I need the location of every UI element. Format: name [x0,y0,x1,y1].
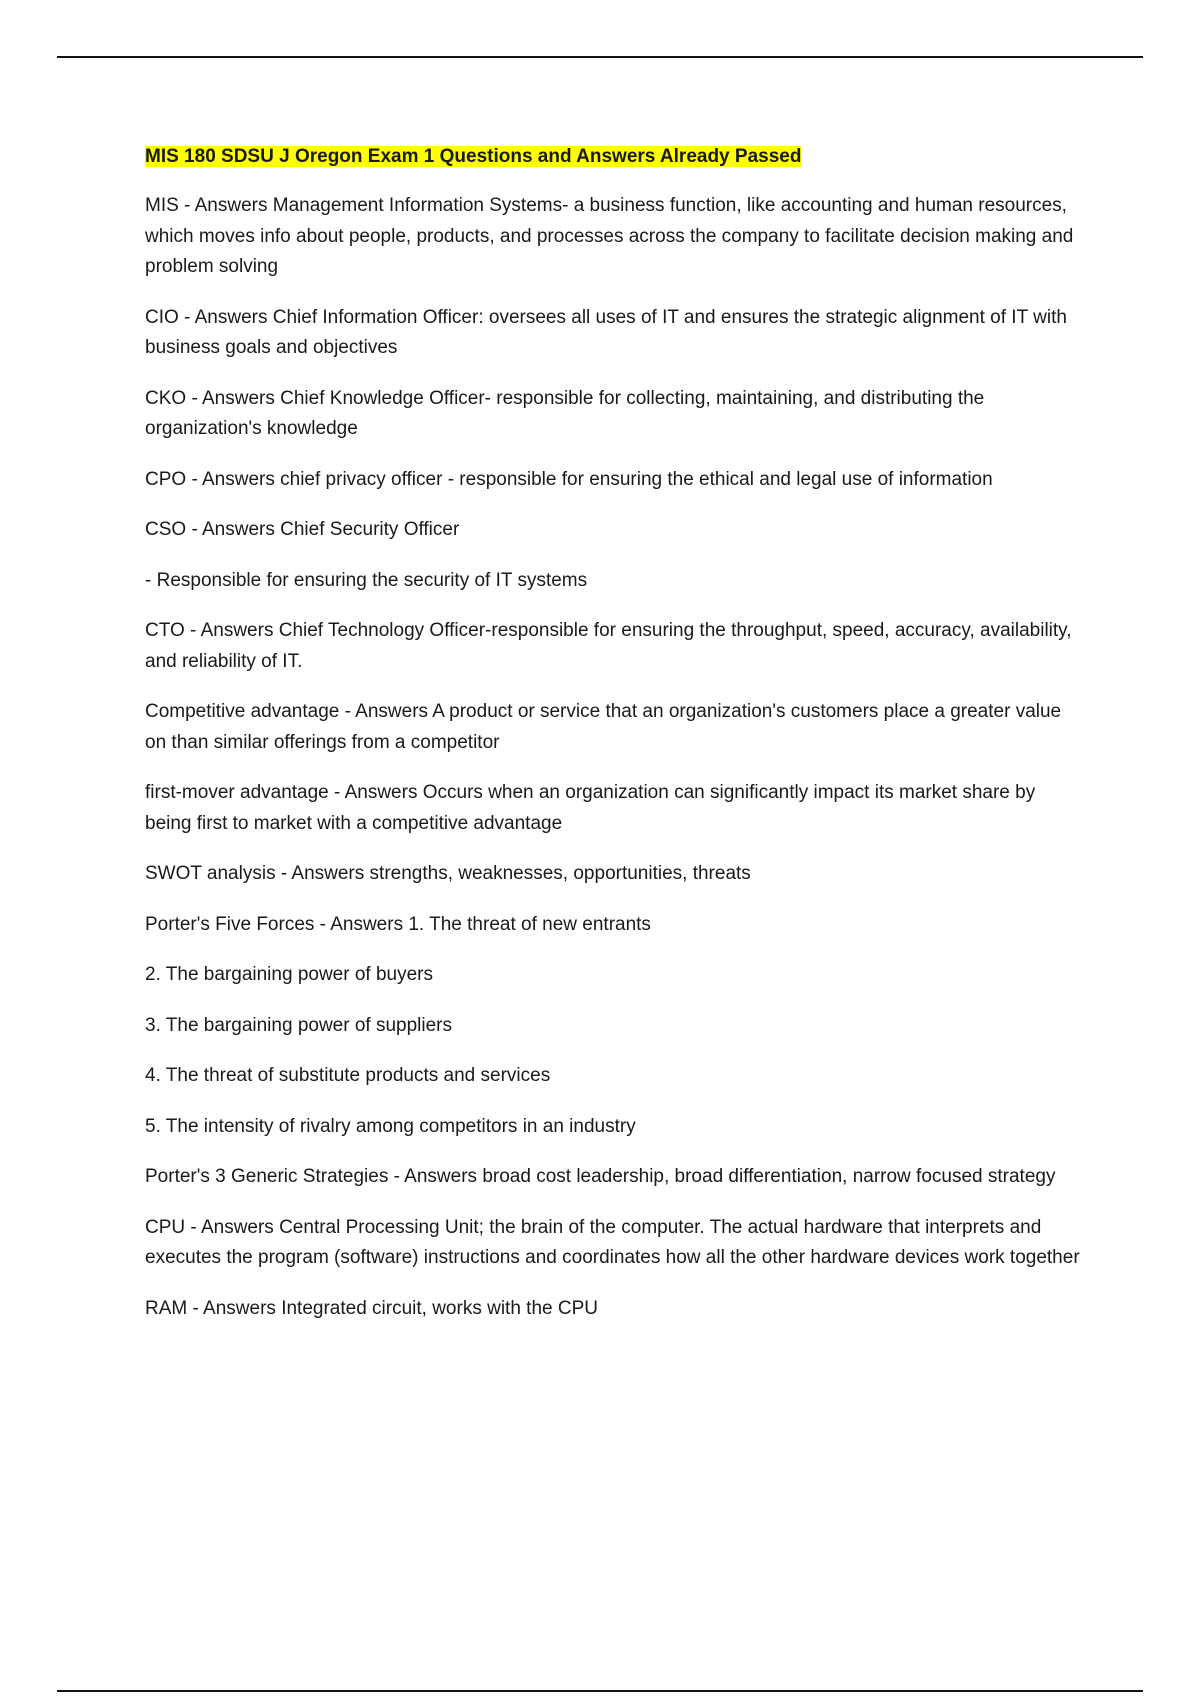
document-title [145,143,1085,171]
definition-generic-strategies: Porter's 3 Generic Strategies - Answers broad cost leadership, broad differentiation, narrow focused strategy [145,1166,1056,1187]
definition-mis: MIS - Answers Management Information Systems- a business function, like accounting and human resources, which moves info about people, products, and processes across the company to facilitate decision making and problem solving [145,195,1074,277]
definition-porters-five-forces: Porter's Five Forces - Answers 1. The threat of new entrants [145,913,651,935]
document-title-text: MIS 180 SDSU J Oregon Exam 1 Questions and Answers Already Passed [145,146,802,167]
definition-cso-detail: - Responsible for ensuring the security of IT systems [145,569,588,591]
definition-competitive-advantage: Competitive advantage - Answers A product or service that an organization's customers place a greater value on than similar offerings from a competitor [145,701,1062,753]
definition-cio: CIO - Answers Chief Information Officer: oversees all uses of IT and ensures the strategic alignment of IT with business goals and objectives [145,306,1067,358]
header-rule [57,56,1143,58]
list-item-force-4: 4. The threat of substitute products and services [145,1065,551,1086]
definition-ram: RAM - Answers Integrated circuit, works with the CPU [145,1297,598,1319]
list-item-force-2: 2. The bargaining power of buyers [145,964,433,985]
document-body [145,143,1085,1344]
definition-first-mover-advantage: first-mover advantage - Answers Occurs when an organization can significantly impact its market share by being first to market with a competitive advantage [145,782,1036,834]
definition-cto: CTO - Answers Chief Technology Officer-responsible for ensuring the throughput, speed, accuracy, availability, and reliability of IT. [145,620,1072,672]
definition-swot-analysis: SWOT analysis - Answers strengths, weaknesses, opportunities, threats [145,863,751,884]
definition-cso: CSO - Answers Chief Security Officer [145,519,460,540]
definition-cpu: CPU - Answers Central Processing Unit; the brain of the computer. The actual hardware that interprets and executes the program (software) instructions and coordinates how all the other hardware devices work together [145,1216,1080,1268]
footer-rule [57,1690,1143,1692]
definition-cpo: CPO - Answers chief privacy officer - responsible for ensuring the ethical and legal use of information [145,468,993,490]
definition-cko: CKO - Answers Chief Knowledge Officer- responsible for collecting, maintaining, and distributing the organization's knowledge [145,387,985,439]
list-item-force-5: 5. The intensity of rivalry among competitors in an industry [145,1115,636,1137]
list-item-force-3: 3. The bargaining power of suppliers [145,1014,453,1036]
